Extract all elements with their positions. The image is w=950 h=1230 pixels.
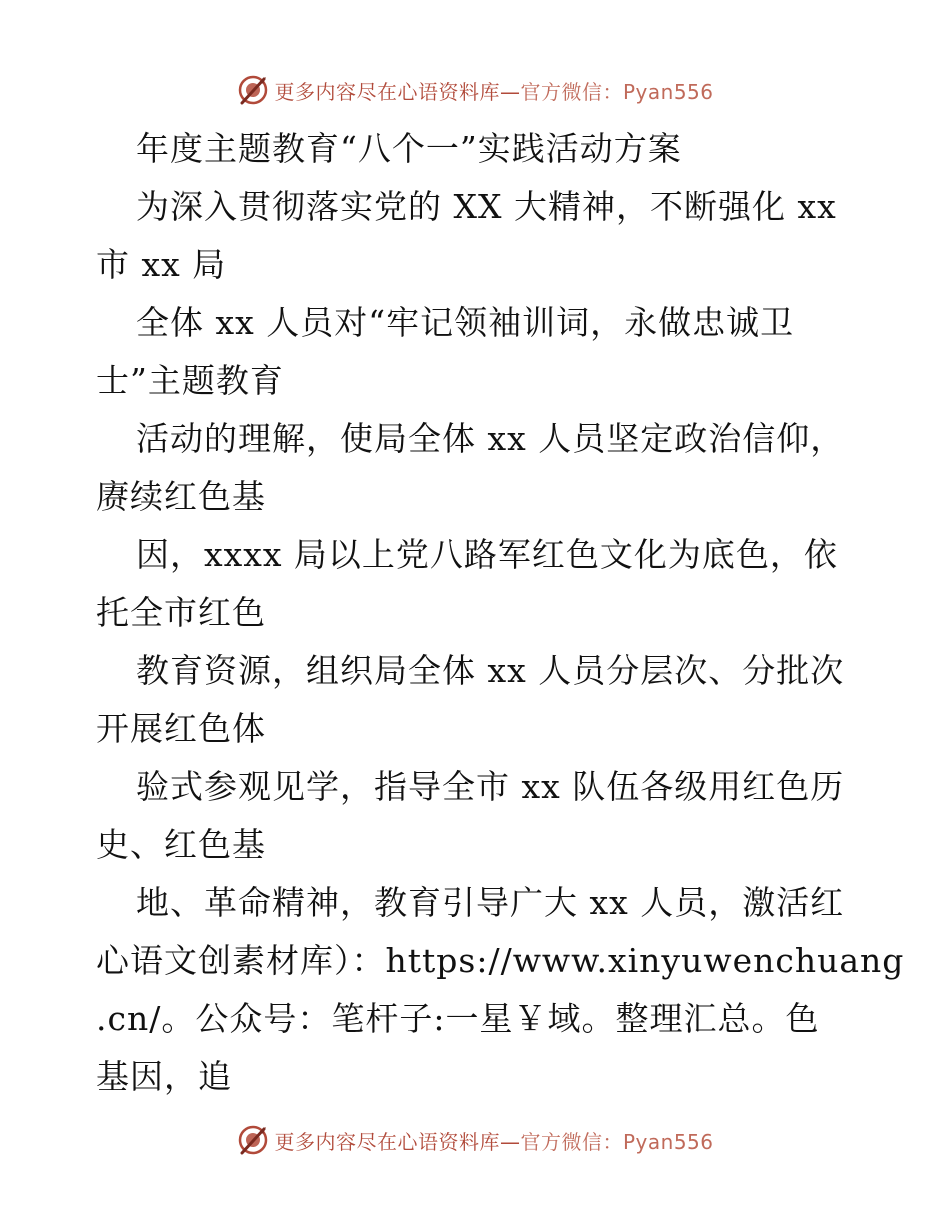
paragraph-line: 市 xx 局	[96, 245, 227, 284]
paragraph-line: 因，xxxx 局以上党八路军红色文化为底色，依	[136, 535, 838, 574]
paragraph-line: 全体 xx 人员对“牢记领袖训词，永做忠诚卫	[136, 303, 795, 342]
paragraph-line: .cn/。公众号：笔杆子:一星￥域。整理汇总。色	[96, 999, 820, 1038]
paragraph-line: 活动的理解，使局全体 xx 人员坚定政治信仰，	[136, 419, 845, 458]
document-body	[96, 120, 905, 1106]
watermark-header	[0, 70, 950, 110]
watermark-footer	[0, 1120, 950, 1160]
watermark-site: 更多内容尽在心语资料库—	[274, 1129, 521, 1154]
paragraph-line: 士”主题教育	[96, 361, 284, 400]
paragraph-line: 托全市红色	[96, 593, 266, 632]
paragraph-line: 基因，追	[96, 1057, 232, 1096]
paragraph-line: 教育资源，组织局全体 xx 人员分层次、分批次	[136, 651, 845, 690]
watermark-wechat-id: Pyan556	[622, 1129, 714, 1154]
watermark-site: 更多内容尽在心语资料库—	[274, 79, 521, 104]
paragraph-line: 开展红色体	[96, 709, 266, 748]
pen-logo-icon	[236, 73, 270, 107]
paragraph-line: 地、革命精神，教育引导广大 xx 人员，激活红	[136, 883, 845, 922]
watermark-text	[274, 76, 713, 105]
paragraph-line: 心语文创素材库）：https://www.xinyuwenchuang	[96, 941, 905, 980]
paragraph-line: 赓续红色基	[96, 477, 266, 516]
watermark-wechat-label: 官方微信：	[520, 79, 623, 104]
pen-logo-icon	[236, 1123, 270, 1157]
watermark-wechat-label: 官方微信：	[520, 1129, 623, 1154]
paragraph-line: 验式参观见学，指导全市 xx 队伍各级用红色历	[136, 767, 845, 806]
watermark-wechat-id: Pyan556	[622, 79, 714, 104]
watermark-text	[274, 1126, 713, 1155]
document-title: 年度主题教育“八个一”实践活动方案	[136, 129, 682, 168]
paragraph-line: 史、红色基	[96, 825, 266, 864]
paragraph-line: 为深入贯彻落实党的 XX 大精神，不断强化 xx	[136, 187, 837, 226]
